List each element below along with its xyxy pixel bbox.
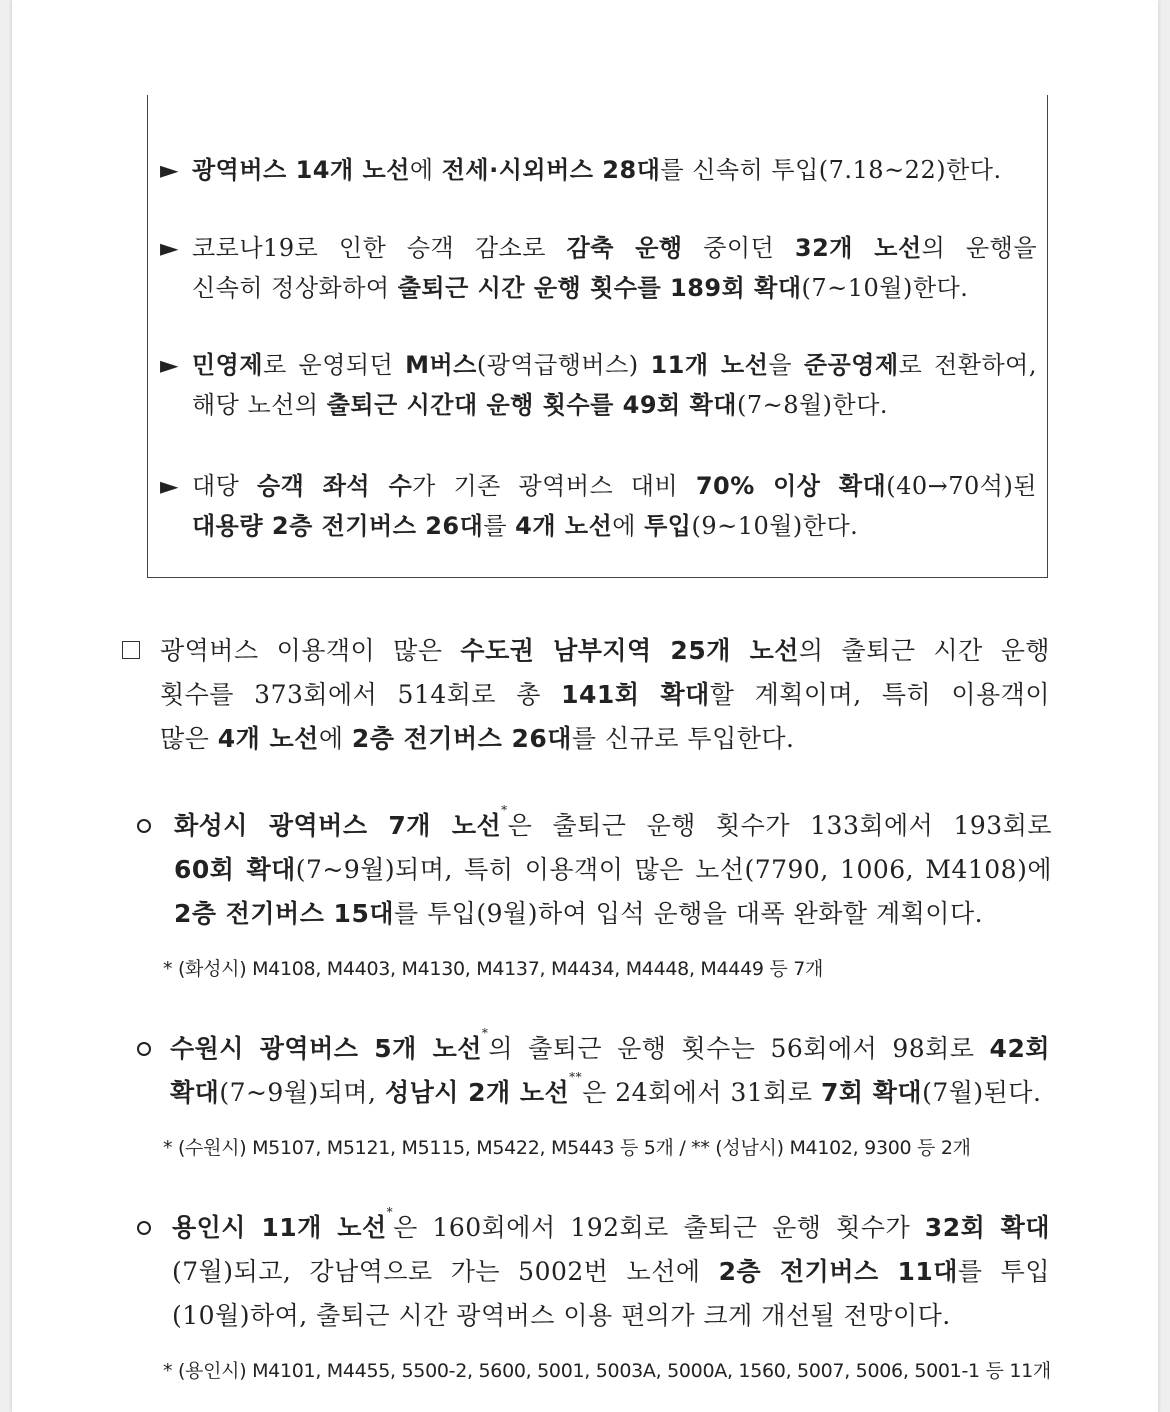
box-item-3	[192, 345, 1037, 425]
sub-item-3-line-3: (10월)하여, 출퇴근 시간 광역버스 이용 편의가 크게 개선될 전망이다.	[172, 1301, 951, 1330]
sub-item-1-line-1: 화성시 광역버스 7개 노선*은 출퇴근 운행 횟수가 133회에서 193회로	[174, 803, 1052, 840]
triangle-bullet-icon: ►	[160, 234, 179, 262]
circle-bullet-icon	[137, 1042, 151, 1056]
box-item-3-line-1: 민영제로 운영되던 M버스(광역급행버스) 11개 노선을 준공영제로 전환하여,	[192, 351, 1037, 379]
triangle-bullet-icon: ►	[160, 351, 179, 379]
triangle-bullet-icon: ►	[160, 156, 179, 184]
box-item-1	[192, 150, 1037, 190]
footnote-suwon-seongnam: * (수원시) M5107, M5121, M5115, M5422, M5443 등 5개 / ** (성남시) M4102, 9300 등 2개	[163, 1137, 971, 1159]
sub-item-1-line-3: 2층 전기버스 15대를 투입(9월)하여 입석 운행을 대폭 완화할 계획이다.	[174, 899, 984, 928]
circle-bullet-icon	[137, 819, 151, 833]
sub-item-3-line-1: 용인시 11개 노선*은 160회에서 192회로 출퇴근 운행 횟수가 32회 확대	[172, 1205, 1050, 1242]
footnote-yongin: * (용인시) M4101, M4455, 5500-2, 5600, 5001, 5003A, 5000A, 1560, 5007, 5006, 5001-1 등 11개	[163, 1360, 1051, 1382]
box-item-1-line-1: 광역버스 14개 노선에 전세·시외버스 28대를 신속히 투입(7.18~22)한다.	[192, 156, 1002, 184]
sub-item-hwaseong	[174, 804, 1052, 936]
box-item-2-line-2: 신속히 정상화하여 출퇴근 시간 운행 횟수를 189회 확대(7~10월)한다.	[192, 274, 969, 302]
sub-item-1-line-2: 60회 확대(7~9월)되며, 특히 이용객이 많은 노선(7790, 1006, M4108)에	[174, 855, 1052, 884]
sub-item-suwon	[170, 1027, 1050, 1115]
main-paragraph-line-3: 많은 4개 노선에 2층 전기버스 26대를 신규로 투입한다.	[160, 724, 795, 753]
footnote-hwaseong: * (화성시) M4108, M4403, M4130, M4137, M4434, M4448, M4449 등 7개	[163, 958, 824, 980]
main-paragraph	[160, 629, 1050, 761]
box-item-2	[192, 228, 1037, 308]
main-paragraph-line-1: 광역버스 이용객이 많은 수도권 남부지역 25개 노선의 출퇴근 시간 운행	[160, 636, 1051, 665]
box-item-3-line-2: 해당 노선의 출퇴근 시간대 운행 횟수를 49회 확대(7~8월)한다.	[192, 391, 889, 419]
main-paragraph-line-2: 횟수를 373회에서 514회로 총 141회 확대할 계획이며, 특히 이용객이	[160, 680, 1050, 709]
sub-item-yongin	[172, 1206, 1050, 1338]
box-item-4	[192, 466, 1037, 546]
box-item-2-line-1: 코로나19로 인한 승객 감소로 감축 운행 중이던 32개 노선의 운행을	[192, 234, 1038, 262]
sub-item-2-line-1: 수원시 광역버스 5개 노선*의 출퇴근 운행 횟수는 56회에서 98회로 42회	[170, 1026, 1050, 1063]
box-item-4-line-2: 대용량 2층 전기버스 26대를 4개 노선에 투입(9~10월)한다.	[192, 512, 859, 540]
square-bullet-icon	[122, 641, 140, 659]
triangle-bullet-icon: ►	[160, 472, 179, 500]
sub-item-3-line-2: (7월)되고, 강남역으로 가는 5002번 노선에 2층 전기버스 11대를 투입	[172, 1257, 1050, 1286]
sub-item-2-line-2: 확대(7~9월)되며, 성남시 2개 노선**은 24회에서 31회로 7회 확대(7월)된다.	[170, 1070, 1042, 1107]
circle-bullet-icon	[137, 1221, 151, 1235]
box-item-4-line-1: 대당 승객 좌석 수가 기존 광역버스 대비 70% 이상 확대(40→70석)된	[192, 472, 1037, 500]
